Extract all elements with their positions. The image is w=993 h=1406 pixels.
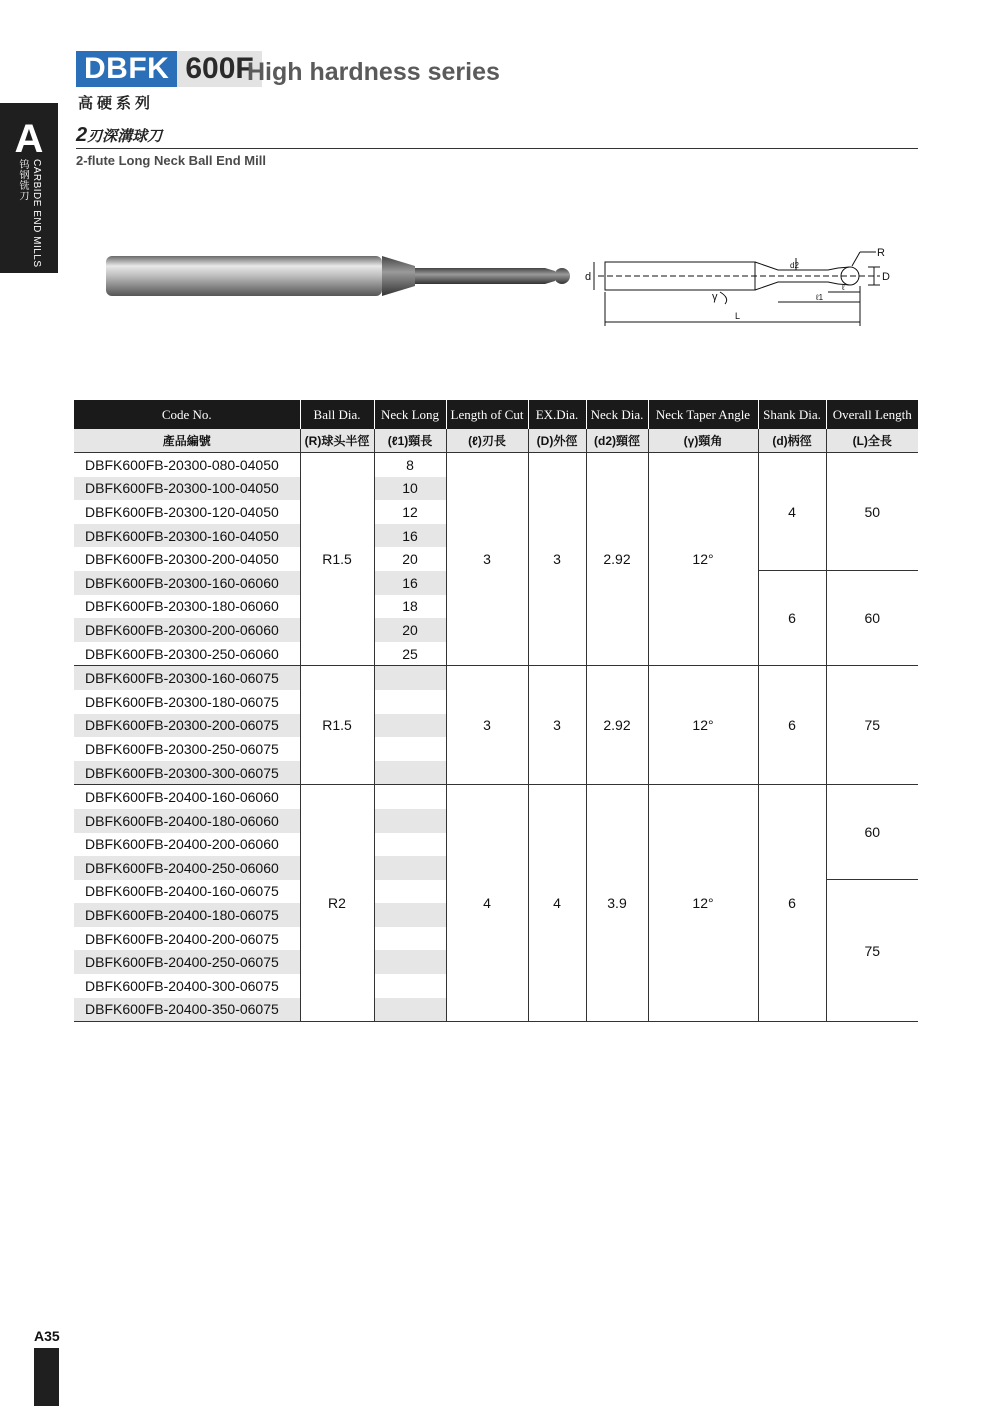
code-cell: DBFK600FB-20300-200-06075	[74, 714, 300, 738]
code-cell: DBFK600FB-20300-160-04050	[74, 524, 300, 548]
length-cell: 60	[826, 571, 918, 666]
angle-cell: 12°	[648, 785, 758, 1022]
spec-table	[74, 400, 918, 1022]
page-marker-bar	[34, 1348, 59, 1406]
code-cell: DBFK600FB-20300-300-06075	[74, 761, 300, 785]
neck-dia-cell: 2.92	[586, 453, 648, 666]
title-series: High hardness series	[247, 58, 500, 86]
neck-cell	[374, 785, 446, 809]
label-l1: ℓ1	[816, 293, 824, 302]
angle-cell: 12°	[648, 453, 758, 666]
col-header-ex-dia: EX.Dia.	[528, 400, 586, 429]
ball-cell: R1.5	[300, 453, 374, 666]
code-cell: DBFK600FB-20300-160-06075	[74, 666, 300, 690]
product-title	[76, 51, 262, 87]
code-cell: DBFK600FB-20300-120-04050	[85, 503, 279, 520]
neck-cell	[374, 809, 446, 833]
dia-cell: 3	[528, 666, 586, 785]
table-row	[74, 453, 918, 477]
title-code-600f: 600F	[177, 51, 261, 87]
length-cell: 75	[826, 666, 918, 785]
neck-cell	[374, 903, 446, 927]
col-header-shank: Shank Dia.	[758, 400, 826, 429]
neck-dia-cell: 3.9	[586, 785, 648, 1022]
code-cell: DBFK600FB-20300-200-04050	[85, 551, 279, 568]
section-title-en: 2-flute Long Neck Ball End Mill	[76, 153, 266, 168]
title-code-dbfk: DBFK	[76, 51, 177, 87]
side-tab-letter: A	[14, 117, 44, 161]
title-cn: 高硬系列	[78, 95, 155, 112]
col-header-neck-dia: Neck Dia.	[586, 400, 648, 429]
neck-cell	[374, 690, 446, 714]
dia-cell: 4	[528, 785, 586, 1022]
code-cell: DBFK600FB-20400-350-06075	[74, 998, 300, 1022]
label-d-ext: D	[882, 271, 890, 283]
col-header-length-cn: (L)全長	[826, 429, 918, 453]
label-l-total: L	[735, 311, 741, 321]
length-cell: 75	[826, 880, 918, 1022]
code-cell: DBFK600FB-20400-180-06060	[74, 809, 300, 833]
shank-cell: 6	[758, 785, 826, 1022]
section-title-cn	[76, 124, 162, 147]
shank-cell: 6	[758, 666, 826, 785]
neck-cell	[374, 737, 446, 761]
neck-cell: 12	[374, 500, 446, 524]
label-d2: d2	[790, 261, 799, 270]
neck-cell	[374, 714, 446, 738]
table-row	[74, 785, 918, 809]
neck-cell	[374, 974, 446, 998]
side-tab	[0, 103, 58, 273]
neck-cell: 16	[374, 524, 446, 548]
col-header-cut-cn: (ℓ)刃長	[446, 429, 528, 453]
technical-diagram	[580, 240, 900, 330]
length-cell: 60	[826, 785, 918, 880]
code-cell: DBFK600FB-20400-300-06075	[85, 977, 279, 994]
col-header-code-cn: 產品編號	[74, 429, 300, 453]
neck-cell	[374, 950, 446, 974]
label-l: ℓ	[842, 283, 845, 292]
code-cell: DBFK600FB-20400-200-06060	[85, 836, 279, 853]
code-cell: DBFK600FB-20300-180-06075	[85, 693, 279, 710]
neck-cell	[374, 833, 446, 857]
label-r: R	[877, 247, 885, 259]
section-text-cn: 刃深溝球刀	[87, 128, 163, 145]
ball-cell: R2	[300, 785, 374, 1022]
neck-cell	[374, 666, 446, 690]
col-header-taper: Neck Taper Angle	[648, 400, 758, 429]
col-header-taper-cn: (γ)頸角	[648, 429, 758, 453]
header-row-en	[74, 400, 918, 429]
shank-cell: 6	[758, 571, 826, 666]
header-row-cn	[74, 429, 918, 453]
table-group-2	[74, 666, 918, 785]
shank-cell: 4	[758, 453, 826, 571]
code-cell: DBFK600FB-20400-250-06060	[74, 856, 300, 880]
table-group-1	[74, 453, 918, 666]
neck-cell	[374, 880, 446, 904]
neck-cell: 20	[374, 547, 446, 571]
angle-cell: 12°	[648, 666, 758, 785]
neck-cell	[374, 998, 446, 1022]
col-header-ex-dia-cn: (D)外徑	[528, 429, 586, 453]
neck-cell: 25	[374, 642, 446, 666]
code-cell: DBFK600FB-20400-160-06075	[85, 883, 279, 900]
code-cell: DBFK600FB-20400-250-06075	[74, 950, 300, 974]
neck-cell: 18	[374, 595, 446, 619]
code-cell: DBFK600FB-20400-180-06075	[74, 903, 300, 927]
ball-cell: R1.5	[300, 666, 374, 785]
dia-cell: 3	[528, 453, 586, 666]
col-header-neck-dia-cn: (d2)頸徑	[586, 429, 648, 453]
table-group-3	[74, 785, 918, 1022]
col-header-length: Overall Length	[826, 400, 918, 429]
neck-cell	[374, 927, 446, 951]
code-cell: DBFK600FB-20300-080-04050	[85, 456, 279, 473]
code-cell: DBFK600FB-20400-200-06075	[85, 930, 279, 947]
neck-cell: 16	[374, 571, 446, 595]
section-number: 2	[76, 124, 88, 146]
cut-cell: 4	[446, 785, 528, 1022]
section-divider	[76, 148, 918, 149]
code-cell: DBFK600FB-20400-160-06060	[85, 789, 279, 806]
code-cell: DBFK600FB-20300-160-06060	[74, 571, 300, 595]
col-header-neck-long: Neck Long	[374, 400, 446, 429]
neck-cell: 8	[374, 453, 446, 477]
table-row	[74, 666, 918, 690]
side-tab-label-en: CARBIDE END MILLS	[31, 159, 42, 268]
col-header-ball: Ball Dia.	[300, 400, 374, 429]
col-header-ball-cn: (R)球头半徑	[300, 429, 374, 453]
code-cell: DBFK600FB-20300-200-06060	[74, 618, 300, 642]
col-header-code: Code No.	[74, 400, 300, 429]
col-header-neck-long-cn: (ℓ1)頸長	[374, 429, 446, 453]
cut-cell: 3	[446, 453, 528, 666]
length-cell: 50	[826, 453, 918, 571]
neck-cell: 10	[374, 477, 446, 501]
label-gamma: γ	[712, 291, 718, 303]
neck-cell: 20	[374, 618, 446, 642]
code-cell: DBFK600FB-20300-250-06060	[85, 645, 279, 662]
side-tab-label-cn: 钨钢铣刀	[17, 159, 28, 201]
code-cell: DBFK600FB-20300-180-06060	[85, 598, 279, 615]
neck-dia-cell: 2.92	[586, 666, 648, 785]
tool-illustration	[100, 238, 580, 308]
code-cell: DBFK600FB-20300-100-04050	[74, 477, 300, 501]
col-header-shank-cn: (d)柄徑	[758, 429, 826, 453]
neck-cell	[374, 856, 446, 880]
label-d-shank: d	[585, 271, 592, 283]
code-cell: DBFK600FB-20300-250-06075	[85, 740, 279, 757]
col-header-cut: Length of Cut	[446, 400, 528, 429]
page-number: A35	[34, 1328, 60, 1344]
neck-cell	[374, 761, 446, 785]
cut-cell: 3	[446, 666, 528, 785]
